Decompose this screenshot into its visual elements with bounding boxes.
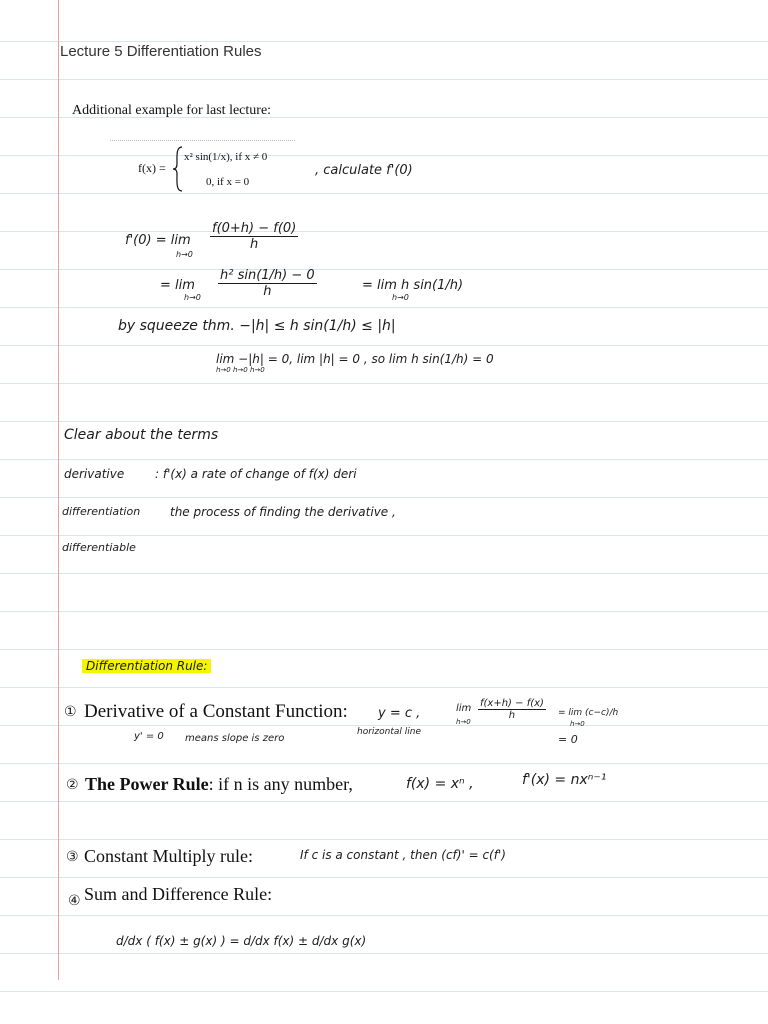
rule2-label-wrap xyxy=(85,774,353,795)
rules-heading-highlight: Differentiation Rule: xyxy=(82,659,211,673)
derivation-line1-lhs: f'(0) = lim xyxy=(125,233,191,248)
rule1-lim2: = lim (c−c)/h xyxy=(558,708,619,718)
piecewise-case2: 0, if x = 0 xyxy=(206,176,250,188)
rule3-handwritten: If c is a constant , then (cf)' = c(f') xyxy=(300,848,506,862)
rule2-label: : if n is any number, xyxy=(208,774,353,794)
piecewise-lhs: f(x) = xyxy=(138,161,166,175)
derivation-line2-rhs-sub: h→0 xyxy=(392,293,409,302)
rule1-lim-denominator: h xyxy=(508,710,516,721)
calculate-note: , calculate f'(0) xyxy=(315,163,413,178)
derivation-limits: lim −|h| = 0, lim |h| = 0 , so lim h sin(1/h) = 0 xyxy=(216,352,494,366)
intro-text: Additional example for last lecture: xyxy=(72,103,272,118)
derivation-line2-denominator: h xyxy=(263,284,272,299)
derivation-squeeze: by squeeze thm. −|h| ≤ h sin(1/h) ≤ |h| xyxy=(118,318,396,334)
rule4-label: Sum and Difference Rule: xyxy=(84,884,273,904)
term-derivative: derivative xyxy=(64,467,125,481)
rule2-handwritten-derivative: f'(x) = nxⁿ⁻¹ xyxy=(522,772,607,788)
term-differentiation: differentiation xyxy=(62,505,141,518)
rule1-label: Derivative of a Constant Function: xyxy=(84,701,348,722)
rule1-horizontal-note: horizontal line xyxy=(357,727,421,737)
rule2-handwritten-f: f(x) = xⁿ , xyxy=(406,776,474,792)
derivation-line1-fraction xyxy=(210,221,298,252)
rule1-lim-prefix: lim xyxy=(456,703,472,714)
rule1-lim-numerator: f(x+h) − f(x) xyxy=(480,698,544,709)
term-derivative-definition: : f'(x) a rate of change of f(x) deri xyxy=(155,467,357,481)
derivation-line2-numerator: h² sin(1/h) − 0 xyxy=(220,268,315,283)
rule1-derivative-zero: y' = 0 xyxy=(134,731,164,742)
rule2-number: ② xyxy=(66,777,79,793)
rules-heading xyxy=(82,659,211,673)
rule4-number: ④ xyxy=(68,893,81,909)
derivation-line2-eq: = lim xyxy=(160,278,195,293)
rule3-label: Constant Multiply rule: xyxy=(84,846,253,866)
rule1-zero: = 0 xyxy=(558,733,578,746)
derivation-line2-rhs: = lim h sin(1/h) xyxy=(362,278,464,293)
rule2-bold: The Power Rule xyxy=(85,774,209,794)
derivation-limits-sub: h→0 h→0 h→0 xyxy=(216,366,265,374)
rule1-handwritten: y = c , xyxy=(378,706,421,721)
derivation-line1-sub: h→0 xyxy=(176,250,193,259)
term-differentiation-definition: the process of finding the derivative , xyxy=(170,505,396,519)
derivation-line2-fraction xyxy=(218,268,317,299)
terms-heading: Clear about the terms xyxy=(64,427,219,443)
page-title: Lecture 5 Differentiation Rules xyxy=(60,43,262,60)
rule1-lim2-sub: h→0 xyxy=(570,720,585,728)
margin-line xyxy=(58,0,59,980)
derivation-line1-denominator: h xyxy=(250,237,259,252)
rule1-slope-note: means slope is zero xyxy=(185,733,285,744)
rule3-number: ③ xyxy=(66,849,79,865)
derivation-line1-numerator: f(0+h) − f(0) xyxy=(212,221,297,236)
piecewise-case1: x² sin(1/x), if x ≠ 0 xyxy=(184,151,268,163)
term-differentiable: differentiable xyxy=(62,541,136,554)
rule1-number: ① xyxy=(64,704,77,720)
rule1-lim-sub: h→0 xyxy=(456,718,471,726)
rule4-handwritten: d/dx ( f(x) ± g(x) ) = d/dx f(x) ± d/dx g(x) xyxy=(116,934,367,948)
piecewise-brace xyxy=(172,146,184,192)
rule1-lim-fraction xyxy=(478,698,546,721)
equation-box-border xyxy=(110,140,295,142)
derivation-line2-sub: h→0 xyxy=(184,293,201,302)
